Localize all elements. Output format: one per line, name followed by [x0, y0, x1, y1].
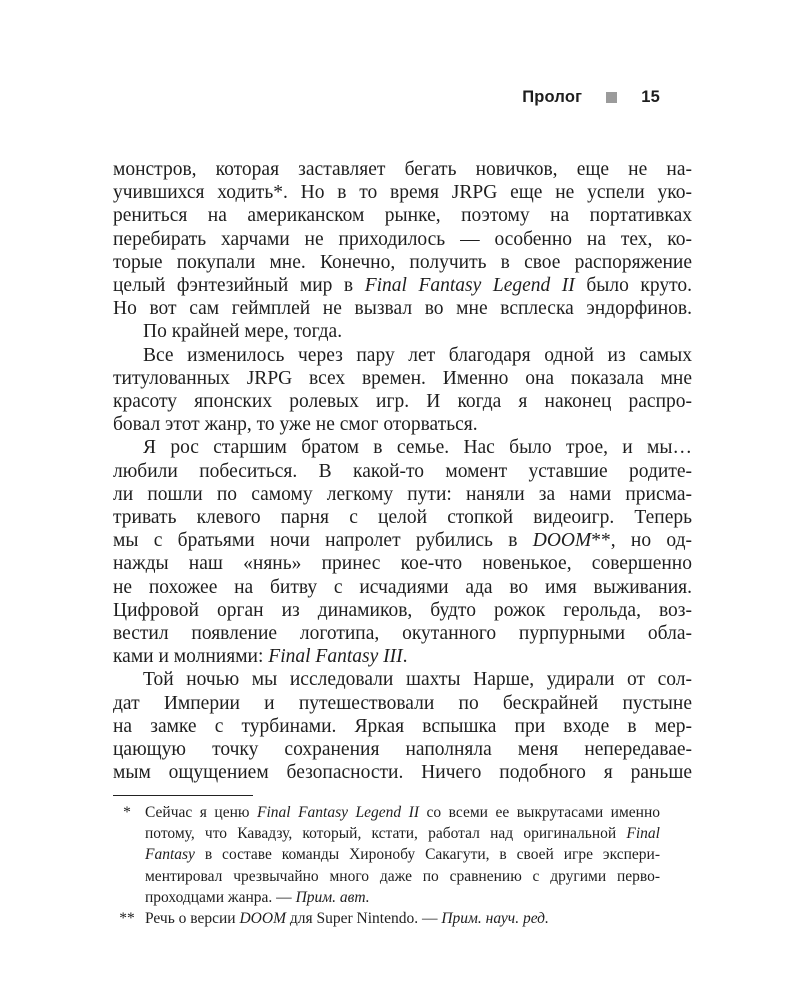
text-segment: учившихся ходить*. Но в то время JRPG еще не успели уко-	[113, 182, 692, 204]
text-line	[113, 552, 692, 575]
text-line	[113, 529, 692, 552]
footnote-text	[145, 908, 660, 929]
text-segment: тривать клевого парня с целой стопкой видеоигр. Теперь	[113, 507, 692, 529]
text-line	[113, 158, 692, 181]
text-line	[113, 181, 692, 204]
text-segment: Я рос старшим братом в семье. Нас было трое, и мы…	[143, 437, 692, 459]
footnote-text	[145, 802, 660, 908]
italic-text: Final Fantasy III	[268, 646, 403, 668]
body-text	[113, 158, 692, 784]
footnote-marker: **	[119, 910, 135, 928]
italic-text: Final	[626, 825, 660, 843]
text-segment: проходцами жанра. —	[145, 888, 296, 906]
footnote-line	[145, 823, 660, 844]
text-line	[113, 715, 692, 738]
italic-text: Final Fantasy Legend II	[256, 804, 419, 821]
italic-text: Fantasy	[145, 846, 195, 864]
page-number: 15	[641, 88, 660, 106]
text-segment: было круто.	[574, 275, 692, 297]
text-line	[113, 506, 692, 529]
text-segment: ли пошли по самому легкому пути: наняли за нами присма-	[113, 483, 692, 505]
section-marker-icon	[606, 92, 617, 103]
text-segment: .	[402, 646, 408, 668]
text-segment: со всеми ее выкрутасами именно	[419, 804, 661, 821]
text-line	[113, 204, 692, 227]
text-line	[113, 692, 692, 715]
text-line	[113, 645, 692, 668]
text-line	[113, 228, 692, 251]
text-segment: мым ощущением безопасности. Ничего подобного я раньше	[113, 762, 692, 784]
text-segment: торые покупали мне. Конечно, получить в свое распоряжение	[113, 251, 692, 273]
text-segment: вестил появление логотипа, окутанного пурпурными обла-	[113, 623, 692, 645]
text-segment: в составе команды Хиронобу Сакагути, в своей игре экспери-	[194, 846, 660, 864]
text-segment: красоту японских ролевых игр. И когда я наконец распро-	[113, 391, 692, 413]
text-line	[113, 274, 692, 297]
text-segment: перебирать харчами не приходилось — особенно на тех, ко-	[113, 228, 692, 250]
text-segment: для Super Nintendo. —	[285, 910, 442, 928]
italic-text: Final Fantasy Legend II	[364, 275, 575, 297]
paragraph	[113, 436, 692, 668]
text-segment: любили побеситься. В какой-то момент уставшие родите-	[113, 460, 692, 482]
paragraph	[113, 320, 692, 343]
text-line	[113, 344, 692, 367]
footnote-line	[145, 802, 660, 823]
footnote-marker: *	[123, 804, 131, 821]
text-segment: дат Империи и путешествовали по бескрайней пустыне	[113, 692, 692, 714]
text-segment: мы с братьями ночи напролет рубились в	[113, 530, 533, 552]
text-line	[113, 738, 692, 761]
text-segment: цающую точку сохранения наполняла меня непередавае-	[113, 739, 692, 761]
footnote-line	[145, 844, 660, 865]
text-segment: Цифровой орган из динамиков, будто рожок герольда, воз-	[113, 599, 692, 621]
text-line	[113, 390, 692, 413]
paragraph	[113, 668, 692, 784]
text-line	[113, 251, 692, 274]
text-line	[113, 761, 692, 784]
text-segment: Но вот сам геймплей не вызвал во мне всплеска эндорфинов.	[113, 298, 692, 320]
text-segment: **, но од-	[591, 530, 693, 552]
text-segment: По крайней мере, тогда.	[143, 321, 343, 343]
footnote	[113, 802, 692, 908]
running-head	[522, 88, 660, 107]
text-segment: на замке с турбинами. Яркая вспышка при входе в мер-	[113, 715, 692, 737]
footnote-list	[113, 802, 692, 929]
footnote-line	[145, 908, 660, 929]
text-segment: Все изменилось через пару лет благодаря одной из самых	[143, 344, 692, 366]
text-segment: Речь о версии	[145, 910, 240, 928]
text-segment: бовал этот жанр, то уже не смог оторваться.	[113, 414, 478, 436]
footnote-line	[145, 866, 660, 887]
italic-text: DOOM	[239, 910, 286, 928]
text-segment: титулованных JRPG всех времен. Именно она показала мне	[113, 367, 692, 389]
paragraph	[113, 158, 692, 320]
italic-text: Прим. науч. ред.	[441, 910, 549, 928]
text-segment: монстров, которая заставляет бегать новичков, еще не на-	[113, 159, 692, 180]
footnotes	[113, 795, 692, 929]
text-line	[113, 297, 692, 320]
text-line	[113, 367, 692, 390]
italic-text: DOOM	[532, 530, 592, 552]
paragraph	[113, 344, 692, 437]
text-segment: Той ночью мы исследовали шахты Нарше, удирали от сол-	[143, 669, 692, 691]
text-line	[113, 320, 692, 343]
text-line	[113, 483, 692, 506]
text-segment: ментировал чрезвычайно много даже по сравнению с другими перво-	[145, 867, 660, 885]
footnote-line	[145, 887, 660, 908]
text-line	[113, 668, 692, 691]
text-line	[113, 599, 692, 622]
text-line	[113, 413, 692, 436]
chapter-title: Пролог	[522, 88, 583, 106]
italic-text: Прим. авт.	[295, 888, 370, 906]
text-segment: Сейчас я ценю	[145, 804, 257, 821]
text-line	[113, 460, 692, 483]
text-segment: не похожее на битву с исчадиями ада во имя выживания.	[113, 576, 692, 598]
text-segment: ками и молниями:	[113, 646, 269, 668]
footnote	[113, 908, 692, 929]
text-segment: целый фэнтезийный мир в	[113, 275, 365, 297]
footnote-divider	[113, 795, 253, 796]
text-line	[113, 436, 692, 459]
text-line	[113, 622, 692, 645]
text-segment: нажды наш «нянь» принес кое-что новенькое, совершенно	[113, 553, 692, 575]
text-line	[113, 576, 692, 599]
text-segment: потому, что Кавадзу, который, кстати, работал над оригинальной	[145, 825, 627, 843]
text-segment: рениться на американском рынке, поэтому на портативках	[113, 205, 692, 227]
